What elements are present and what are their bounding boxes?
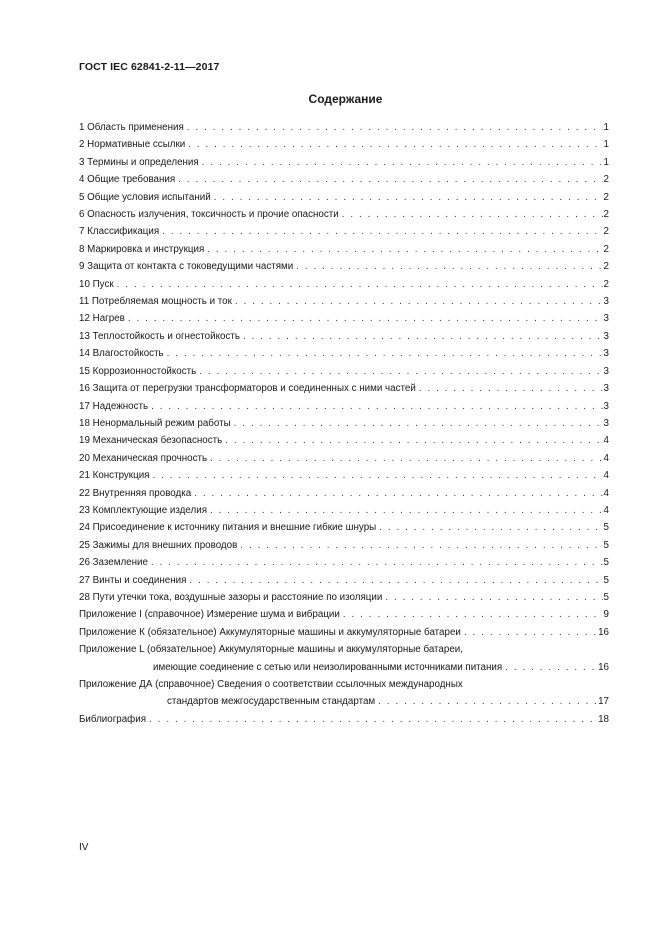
toc-entry-label: Приложение I (справочное) Измерение шума и вибрации <box>79 609 340 621</box>
toc-leader-dots <box>225 432 602 449</box>
toc-entry-label-line1: Приложение ДА (справочное) Сведения о соответствии ссылочных международных <box>79 679 463 690</box>
toc-entry-page: 3 <box>603 365 609 377</box>
toc-entry-label: 27 Винты и соединения <box>79 574 187 586</box>
toc-entry-page: 2 <box>603 209 609 221</box>
toc-entry-label: 10 Пуск <box>79 278 114 290</box>
toc-entry-page: 18 <box>598 713 609 725</box>
toc-entry[interactable] <box>79 467 609 484</box>
toc-entry-label: 28 Пути утечки тока, воздушные зазоры и расстояние по изоляции <box>79 591 383 603</box>
toc-leader-dots <box>235 293 603 310</box>
toc-entry-page: 5 <box>603 522 609 534</box>
toc-entry[interactable] <box>79 119 609 136</box>
toc-entry[interactable] <box>79 398 609 415</box>
toc-entry-label: 24 Присоединение к источнику питания и внешние гибкие шнуры <box>79 522 377 534</box>
toc-leader-dots <box>178 171 602 188</box>
toc-entry-label: 25 Зажимы для внешних проводов <box>79 539 238 551</box>
toc-entry-label: 21 Конструкция <box>79 470 150 482</box>
toc-entry-page: 5 <box>603 574 609 586</box>
toc-leader-dots <box>189 572 602 589</box>
toc-entry-label: 23 Комплектующие изделия <box>79 504 208 516</box>
toc-entry-page: 3 <box>603 417 609 429</box>
toc-leader-dots <box>243 328 603 345</box>
toc-entry[interactable] <box>79 206 609 223</box>
toc-entry-label: Приложение К (обязательное) Аккумуляторные машины и аккумуляторные батареи <box>79 626 461 638</box>
toc-entry-page: 2 <box>603 226 609 238</box>
toc-entry[interactable] <box>79 554 609 571</box>
toc-leader-dots <box>151 398 602 415</box>
toc-entry[interactable] <box>79 241 609 258</box>
toc-entry-page: 2 <box>603 174 609 186</box>
toc-leader-dots <box>128 310 603 327</box>
toc-entry-page: 1 <box>603 156 609 168</box>
toc-entry[interactable] <box>79 572 609 589</box>
toc-entry-label: 14 Влагостойкость <box>79 348 164 360</box>
toc-entry-label: 17 Надежность <box>79 400 149 412</box>
toc-leader-dots <box>199 363 602 380</box>
toc-leader-dots <box>464 624 597 641</box>
toc-leader-dots <box>505 659 597 676</box>
toc-entry[interactable] <box>79 171 609 188</box>
toc-entry[interactable] <box>79 537 609 554</box>
toc-entry-label: 22 Внутренняя проводка <box>79 487 192 499</box>
toc-entry-label: 9 Защита от контакта с токоведущими частями <box>79 261 294 273</box>
toc-entry-label: 15 Коррозионностойкость <box>79 365 197 377</box>
toc-entry[interactable] <box>79 502 609 519</box>
toc-entry[interactable] <box>79 328 609 345</box>
toc-entry[interactable] <box>79 624 609 641</box>
toc-entry-label: 13 Теплостойкость и огнестойкость <box>79 330 240 342</box>
toc-entry-label: 16 Защита от перегрузки трансформаторов и соединенных с ними частей <box>79 383 416 395</box>
toc-entry-label: 19 Механическая безопасность <box>79 435 223 447</box>
toc-entry-label: 1 Область применения <box>79 122 184 133</box>
toc-leader-dots <box>117 276 603 293</box>
toc-leader-dots <box>385 589 602 606</box>
toc-entry-page: 5 <box>603 539 609 551</box>
toc-entry[interactable] <box>79 485 609 502</box>
toc-leader-dots <box>342 206 603 223</box>
toc-entry-label: 18 Ненормальный режим работы <box>79 417 231 429</box>
toc-entry-page: 4 <box>603 435 609 447</box>
toc-entry-page: 16 <box>598 626 609 638</box>
toc-entry-page: 2 <box>603 261 609 273</box>
toc-leader-dots <box>187 119 603 136</box>
toc-leader-dots <box>210 450 602 467</box>
toc-entry-label: 4 Общие требования <box>79 174 176 186</box>
toc-entry-label: 5 Общие условия испытаний <box>79 191 211 203</box>
toc-entry[interactable] <box>79 258 609 275</box>
toc-leader-dots <box>419 380 603 397</box>
toc-entry[interactable] <box>79 450 609 467</box>
toc-leader-dots <box>202 154 603 171</box>
toc-entry-page: 5 <box>603 591 609 603</box>
toc-leader-dots <box>234 415 603 432</box>
toc-entry[interactable] <box>79 136 609 153</box>
toc-entry-page: 1 <box>603 122 609 133</box>
toc-leader-dots <box>149 711 597 728</box>
toc-entry-continuation <box>79 693 609 710</box>
toc-entry-page: 3 <box>603 383 609 395</box>
toc-entry-page: 4 <box>603 487 609 499</box>
toc-leader-dots <box>378 693 597 710</box>
page-number: IV <box>79 842 89 853</box>
toc-entry-page: 2 <box>603 191 609 203</box>
toc-entry-page: 3 <box>603 400 609 412</box>
toc-entry-label: 12 Нагрев <box>79 313 125 325</box>
toc-entry-page: 3 <box>603 348 609 360</box>
toc-entry[interactable] <box>79 276 609 293</box>
toc-leader-dots <box>343 606 603 623</box>
toc-leader-dots <box>167 345 603 362</box>
toc-entry[interactable] <box>79 589 609 606</box>
toc-leader-dots <box>152 467 602 484</box>
toc-leader-dots <box>240 537 602 554</box>
toc-leader-dots <box>188 136 602 153</box>
toc-entry-label-line1: Приложение L (обязательное) Аккумуляторные машины и аккумуляторные батареи, <box>79 644 463 656</box>
toc-entry[interactable] <box>79 432 609 449</box>
toc-leader-dots <box>379 519 602 536</box>
toc-entry-label: 2 Нормативные ссылки <box>79 139 186 151</box>
toc-entry-page: 4 <box>603 452 609 464</box>
toc-entry-page: 16 <box>598 661 609 673</box>
toc-entry-page: 3 <box>603 313 609 325</box>
toc-entry-page: 1 <box>603 139 609 151</box>
toc-entry-page: 2 <box>603 243 609 255</box>
toc-entry[interactable] <box>79 380 609 397</box>
toc-entry[interactable] <box>79 641 609 676</box>
toc-entry-label: 11 Потребляемая мощность и ток <box>79 296 232 308</box>
toc-entry-page: 3 <box>603 296 609 308</box>
toc-entry-page: 4 <box>603 470 609 482</box>
toc-entry-page: 9 <box>603 609 609 621</box>
toc-leader-dots <box>214 189 603 206</box>
toc-entry-page: 2 <box>603 278 609 290</box>
toc-entry[interactable] <box>79 189 609 206</box>
toc-entry[interactable] <box>79 345 609 362</box>
toc-entry-label: Библиография <box>79 713 147 725</box>
toc-entry[interactable] <box>79 363 609 380</box>
toc-entry-page: 5 <box>603 557 609 569</box>
toc-entry-page: 17 <box>598 696 609 708</box>
toc-leader-dots <box>296 258 602 275</box>
toc-entry-page: 4 <box>603 504 609 516</box>
toc-leader-dots <box>210 502 603 519</box>
toc-entry-label: имеющие соединение с сетью или неизолированными источниками питания <box>153 661 503 673</box>
toc-entry[interactable] <box>79 415 609 432</box>
table-of-contents <box>79 119 609 728</box>
toc-leader-dots <box>151 554 603 571</box>
toc-entry[interactable] <box>79 519 609 536</box>
toc-entry-label: 3 Термины и определения <box>79 156 199 168</box>
toc-entry-label: стандартов межгосударственным стандартам <box>167 696 376 708</box>
toc-entry[interactable] <box>79 310 609 327</box>
toc-entry-label: 20 Механическая прочность <box>79 452 208 464</box>
toc-entry-label: 26 Заземление <box>79 557 148 569</box>
toc-leader-dots <box>162 223 602 240</box>
toc-entry[interactable] <box>79 223 609 240</box>
toc-leader-dots <box>194 485 602 502</box>
toc-entry-continuation <box>79 659 609 676</box>
toc-entry[interactable] <box>79 711 609 728</box>
toc-entry[interactable] <box>79 606 609 623</box>
toc-leader-dots <box>207 241 602 258</box>
page-title: Содержание <box>308 92 383 106</box>
toc-entry-label: 6 Опасность излучения, токсичность и прочие опасности <box>79 209 339 221</box>
toc-entry-label: 8 Маркировка и инструкция <box>79 243 205 255</box>
toc-entry-page: 3 <box>603 330 609 342</box>
toc-entry-label: 7 Классификация <box>79 226 160 238</box>
toc-entry[interactable] <box>79 154 609 171</box>
toc-entry[interactable] <box>79 676 609 711</box>
document-header: ГОСТ IEC 62841-2-11—2017 <box>79 61 220 73</box>
toc-entry[interactable] <box>79 293 609 310</box>
